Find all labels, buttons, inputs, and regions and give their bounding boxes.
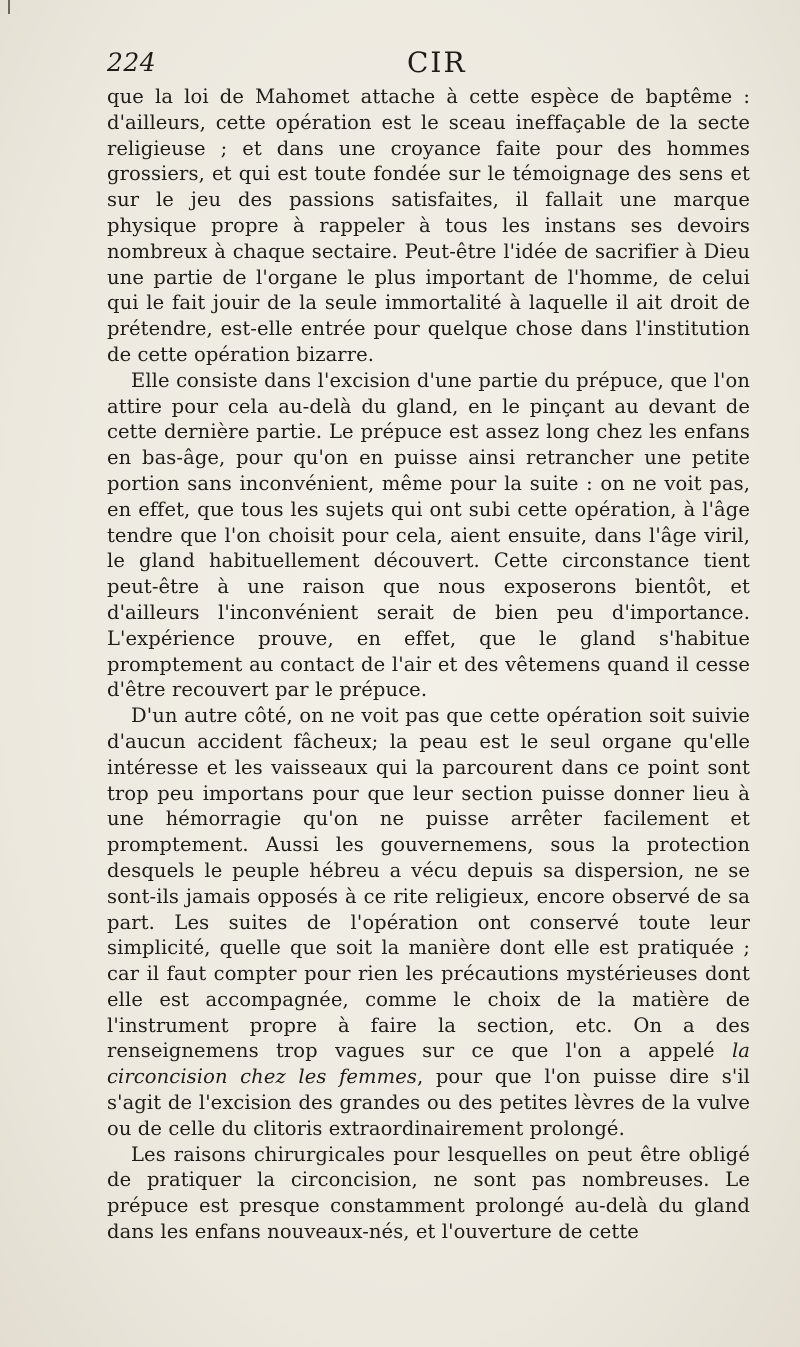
paragraph-text: D'un autre côté, on ne voit pas que cette opération soit suivie d'aucun accident fâcheux; la peau est le seul organe qu'elle intéresse et les vaisseaux qui la parcourent dans ce point sont trop peu importans pour que leur section puisse donner lieu à une hémorragie qu'on ne puisse arrêter facilement et promptement. Aussi les gouvernemens, sous la protection desquels le peuple hébreu a vécu depuis sa dispersion, ne se sont-ils jamais opposés à ce rite religieux, encore observé de sa part. Les suites de l'opération ont conservé toute leur simplicité, quelle que soit la manière dont elle est pratiquée ; car il faut compter pour rien les précautions mystérieuses dont elle est accompagnée, comme le choix de la matière de l'instrument propre à faire la section, etc. On a des renseignemens trop vagues sur ce que l'on a appelé [107,704,750,1063]
page-edge-mark [8,0,10,14]
body-text [107,84,750,1245]
italic-phrase: la circoncision chez les femmes [107,1039,750,1089]
paragraph-text: , pour que l'on puisse dire s'il s'agit de l'excision des grandes ou des petites lèvres de la vulve ou de celle du clitoris extraordinairement prolongé. [107,1065,750,1140]
paragraph-continuation: que la loi de Mahomet attache à cette espèce de baptême : d'ailleurs, cette opération est le sceau ineffaçable de la secte religieuse ; et dans une croyance faite pour des hommes grossiers, et qui est toute fondée sur le témoignage des sens et sur le jeu des passions satisfaites, il fallait une marque physique propre à rappeler à tous les instans ses devoirs nombreux à chaque sectaire. Peut-être l'idée de sacrifier à Dieu une partie de l'organe le plus important de l'homme, de celui qui le fait jouir de la seule immortalité à laquelle il ait droit de prétendre, est-elle entrée pour quelque chose dans l'institution de cette opération bizarre. [107,85,750,366]
paragraph: Elle consiste dans l'excision d'une partie du prépuce, que l'on attire pour cela au-delà du gland, en le pinçant au devant de cette dernière partie. Le prépuce est assez long chez les enfans en bas-âge, pour qu'on en puisse ainsi retrancher une petite portion sans inconvénient, même pour la suite : on ne voit pas, en effet, que tous les sujets qui ont subi cette opération, à l'âge tendre que l'on choisit pour cela, aient ensuite, dans l'âge viril, le gland habituellement découvert. Cette circonstance tient peut-être à une raison que nous exposerons bientôt, et d'ailleurs l'inconvénient serait de bien peu d'importance. L'expérience prouve, en effet, que le gland s'habitue promptement au contact de l'air et des vêtemens quand il cesse d'être recouvert par le prépuce. [107,368,750,702]
page-header [107,48,750,84]
paragraph: Les raisons chirurgicales pour lesquelles on peut être obligé de pratiquer la circoncision, ne sont pas nombreuses. Le prépuce est presque constamment prolongé au-delà du gland dans les enfans nouveaux-nés, et l'ouverture de cette [107,1142,750,1244]
paragraph [107,703,750,1142]
running-head: CIR [407,46,467,79]
page-number: 224 [107,48,157,77]
